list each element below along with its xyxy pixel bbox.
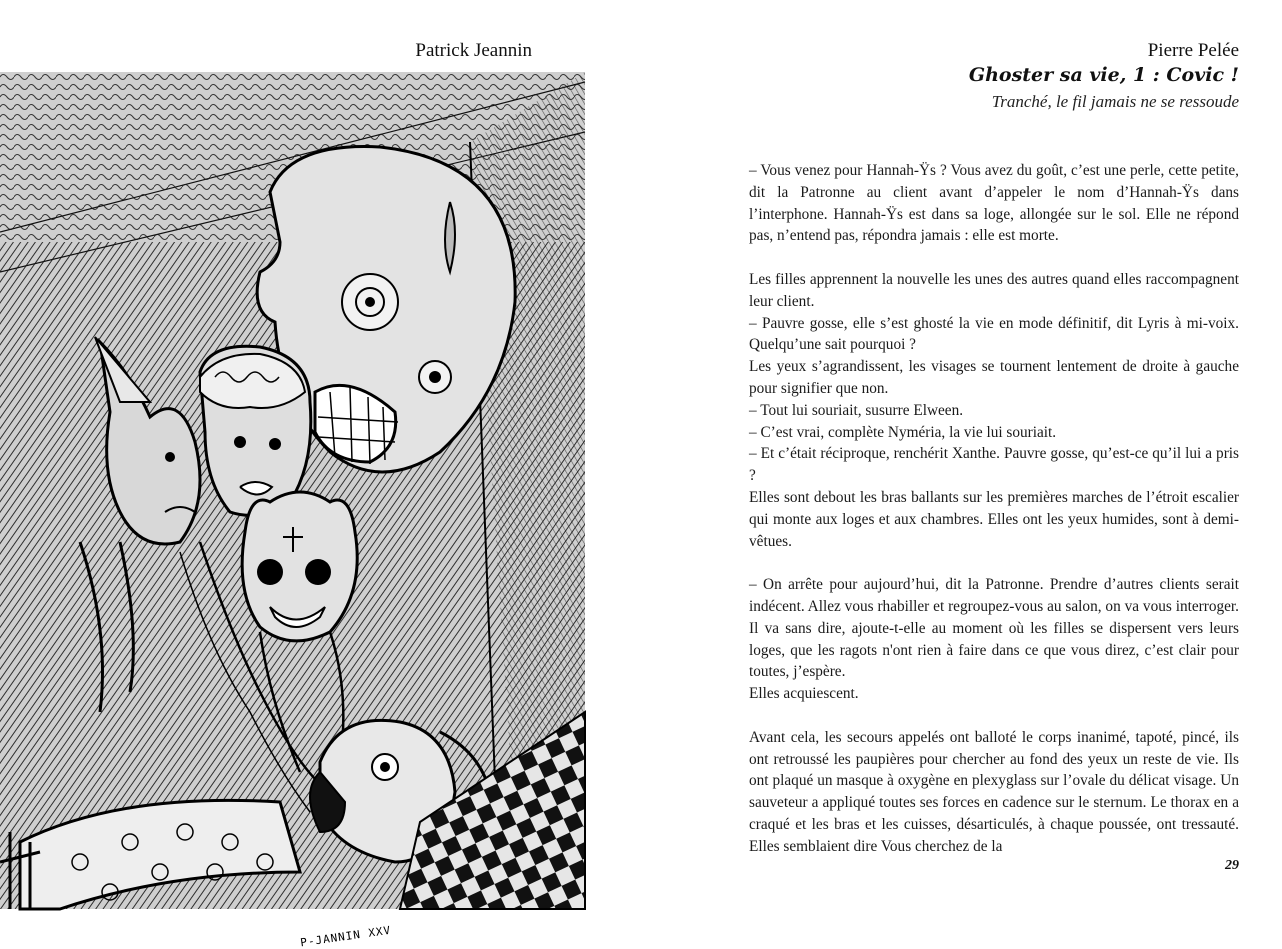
- paragraph: Elles acquiescent.: [749, 685, 859, 703]
- paragraph: Les yeux s’agrandissent, les visages se tournent lentement de droite à gauche pour signifier que non.: [749, 358, 1239, 397]
- author-name: Pierre Pelée: [1147, 40, 1239, 61]
- paragraph: Les filles apprennent la nouvelle les unes des autres quand elles raccompagnent leur client.: [749, 270, 1239, 310]
- left-page: [0, 0, 620, 949]
- story-title: Ghoster sa vie, 1 : Covic !: [968, 64, 1239, 86]
- right-page: [640, 0, 1282, 909]
- dialogue-line: – Et c’était réciproque, renchérit Xanthe. Pauvre gosse, qu’est-ce qu’il lui a pris ?: [749, 445, 1239, 485]
- paragraph: Elles sont debout les bras ballants sur les premières marches de l’étroit escalier qui monte aux loges et aux chambres. Elles ont les yeux humides, sont à demi-vêtues.: [749, 488, 1239, 550]
- illustrator-name: Patrick Jeannin: [415, 40, 532, 61]
- paragraph: Avant cela, les secours appelés ont balloté le corps inanimé, tapoté, pincé, ils ont retroussé les paupières pour chercher au fond des yeux un reste de vie. Ils ont plaqué un masque à oxygène en plexyglass sur l’ovale du délicat visage. Un sauveteur a appliqué toutes ses forces en cadence sur le sternum. Le thorax en a craqué et les bras et les cuisses, désarticulés, à chaque poussée, ont tressauté. Elles semblaient dire Vous cherchez de la: [749, 728, 1239, 855]
- paragraph: – Vous venez pour Hannah-Ÿs ? Vous avez du goût, c’est une perle, cette petite, dit la Patronne au client avant d’appeler le nom d’Hannah-Ÿs dans l’interphone. Hannah-Ÿs est dans sa loge, allongée sur le sol. Elle ne répond pas, n’entend pas, répondra jamais : elle est morte.: [749, 162, 1239, 245]
- illustration: [0, 72, 585, 949]
- ink-drawing-illustration: [0, 72, 585, 909]
- dialogue-line: – On arrête pour aujourd’hui, dit la Patronne. Prendre d’autres clients serait indécent. Allez vous rhabiller et regroupez-vous au salon, on va vous interroger. Il va sans dire, ajoute-t-elle au moment où les filles se dispersent vers leurs loges, que les ragots n'ont rien à faire dans ce que vous direz, c’est clair pour toutes, j’espère.: [749, 576, 1239, 681]
- dialogue-line: – C’est vrai, complète Nyméria, la vie lui souriait.: [749, 423, 1057, 441]
- dialogue-line: – Tout lui souriait, susurre Elween.: [749, 401, 964, 419]
- dialogue-line: – Pauvre gosse, elle s’est ghosté la vie en mode définitif, dit Lyris à mi-voix. Quelqu’une sait pourquoi ?: [749, 314, 1239, 354]
- page-number: 29: [1225, 858, 1239, 873]
- story-subtitle: Tranché, le fil jamais ne se ressoude: [991, 92, 1239, 111]
- story-body: [749, 160, 1239, 858]
- artist-signature: P-JANNIN XXV: [299, 923, 392, 949]
